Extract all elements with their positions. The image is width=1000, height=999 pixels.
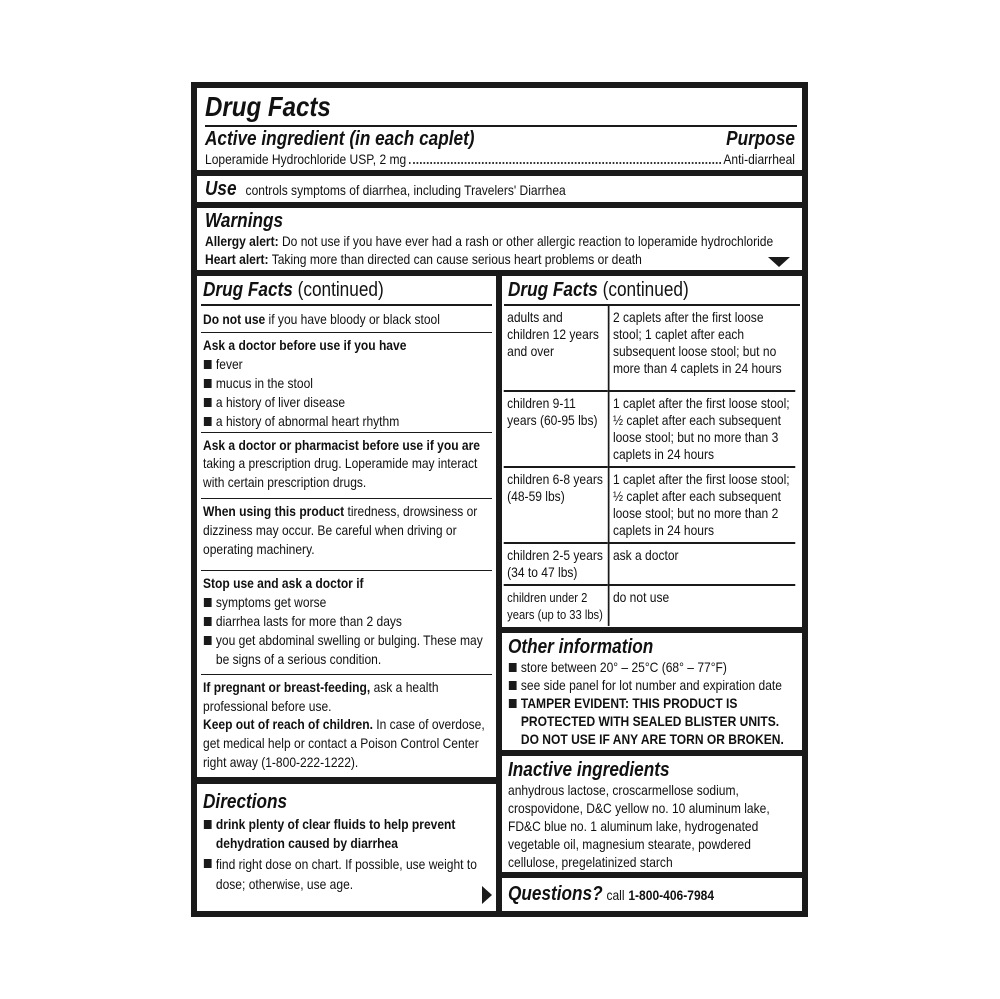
questions-call: call (606, 887, 625, 903)
stop-use-item: symptoms get worse (203, 593, 491, 611)
dosing-box (502, 276, 802, 627)
left-column-title: Drug Facts (continued) (203, 279, 384, 301)
use-heading: Use (205, 178, 237, 200)
do-not-use-text: if you have bloody or black stool (268, 311, 440, 327)
dose-amount: 2 caplets after the first loose stool; 1 caplet after each subsequent loose stool; but no more than 4 caplets in 24 hours (612, 309, 782, 376)
ask-pharmacist-heading: Ask a doctor or pharmacist before use if you are (203, 437, 481, 453)
questions-heading: Questions? (508, 883, 603, 905)
do-not-use-label: Do not use (203, 311, 266, 327)
ask-doctor-heading: Ask a doctor before use if you have (203, 337, 407, 353)
dose-amount: do not use (612, 589, 670, 605)
questions-box (502, 878, 802, 911)
right-column-continued: (continued) (602, 279, 689, 301)
table-row (504, 543, 796, 585)
drug-facts-panel (191, 82, 808, 917)
purpose-heading: Purpose (726, 128, 795, 150)
allergy-text: Do not use if you have ever had a rash or other allergic reaction to loperamide hydrochloride (281, 233, 774, 249)
inactive-ingredients-box (502, 756, 802, 872)
dosing-table (504, 306, 796, 626)
continue-right-arrow-icon (482, 886, 492, 904)
other-information-box (502, 633, 802, 750)
active-ingredient-heading: Active ingredient (in each caplet) (205, 128, 475, 150)
dose-age-group: children 9-11 years (60-95 lbs) (504, 391, 609, 467)
questions-phone: 1-800-406-7984 (628, 887, 715, 903)
directions-heading: Directions (203, 791, 288, 813)
other-information-item: store between 20° – 25°C (68° – 77°F) (508, 658, 800, 676)
ingredient-purpose: Anti-diarrheal (723, 151, 795, 167)
table-row (504, 391, 796, 467)
directions-box (197, 784, 496, 911)
inactive-ingredients-text: anhydrous lactose, croscarmellose sodium, crospovidone, D&C yellow no. 10 aluminum lake, FD&C blue no. 1 aluminum lake, hydrogenated vegetable oil, magnesium stearate, powdered cellulose, pregelatinized starch (508, 782, 770, 870)
dose-age-group: children 6-8 years (48-59 lbs) (504, 467, 609, 543)
right-column-title: Drug Facts (continued) (508, 279, 689, 301)
dose-age-group: children under 2 years (up to 33 lbs) (504, 585, 609, 626)
left-column-continued: (continued) (297, 279, 384, 301)
continue-down-arrow-icon (768, 257, 790, 267)
table-row (504, 467, 796, 543)
other-information-item: see side panel for lot number and expiration date (508, 676, 800, 694)
ask-pharmacist-text: taking a prescription drug. Loperamide may interact with certain prescription drugs. (203, 455, 478, 490)
panel-title: Drug Facts (205, 91, 331, 122)
keep-out-label: Keep out of reach of children. (203, 716, 373, 732)
ask-doctor-item: a history of liver disease (203, 393, 491, 411)
stop-use-heading: Stop use and ask a doctor if (203, 575, 364, 591)
table-row (504, 585, 796, 626)
use-text: controls symptoms of diarrhea, including Travelers' Diarrhea (245, 182, 566, 198)
inactive-ingredients-heading: Inactive ingredients (508, 759, 670, 781)
other-information-heading: Other information (508, 636, 654, 658)
directions-item: find right dose on chart. If possible, use weight to dose; otherwise, use age. (203, 854, 491, 894)
pregnant-label: If pregnant or breast-feeding, (203, 679, 371, 695)
allergy-label: Allergy alert: (205, 233, 279, 249)
pregnant-text: ask a health professional before use. (203, 679, 439, 714)
ingredient-name: Loperamide Hydrochloride USP, 2 mg (205, 151, 407, 167)
stop-use-item: diarrhea lasts for more than 2 days (203, 612, 491, 630)
directions-item: drink plenty of clear fluids to help prevent dehydration caused by diarrhea (203, 815, 491, 853)
ask-doctor-item: fever (203, 355, 491, 373)
dose-amount: 1 caplet after the first loose stool; ½ caplet after each subsequent loose stool; but no more than 3 caplets in 24 hours (612, 395, 790, 462)
header-box (197, 88, 802, 170)
heart-text: Taking more than directed can cause serious heart problems or death (271, 251, 642, 267)
ask-doctor-item: mucus in the stool (203, 374, 491, 392)
heart-label: Heart alert: (205, 251, 269, 267)
dose-amount: ask a doctor (612, 547, 679, 563)
tamper-evident-notice: TAMPER EVIDENT: THIS PRODUCT IS PROTECTED WITH SEALED BLISTER UNITS. DO NOT USE IF ANY ARE TORN OR BROKEN. (508, 694, 800, 748)
left-column-box (197, 276, 496, 777)
when-using-text: tiredness, drowsiness or dizziness may occur. Be careful when driving or operating machinery. (203, 503, 478, 557)
stop-use-item: you get abdominal swelling or bulging. These may be signs of a serious condition. (203, 631, 491, 669)
dose-age-group: adults and children 12 years and over (504, 306, 609, 391)
dose-amount: 1 caplet after the first loose stool; ½ caplet after each subsequent loose stool; but no more than 2 caplets in 24 hours (612, 471, 790, 538)
ingredient-row (205, 150, 795, 168)
table-row (504, 306, 796, 391)
dose-age-group: children 2-5 years (34 to 47 lbs) (504, 543, 609, 585)
when-using-label: When using this product (203, 503, 345, 519)
ask-doctor-item: a history of abnormal heart rhythm (203, 412, 491, 430)
warnings-heading: Warnings (205, 210, 284, 232)
warnings-box (197, 208, 802, 270)
use-box (197, 176, 802, 202)
keep-out-text: In case of overdose, get medical help or contact a Poison Control Center right away (1-800-222-1222). (203, 716, 485, 770)
